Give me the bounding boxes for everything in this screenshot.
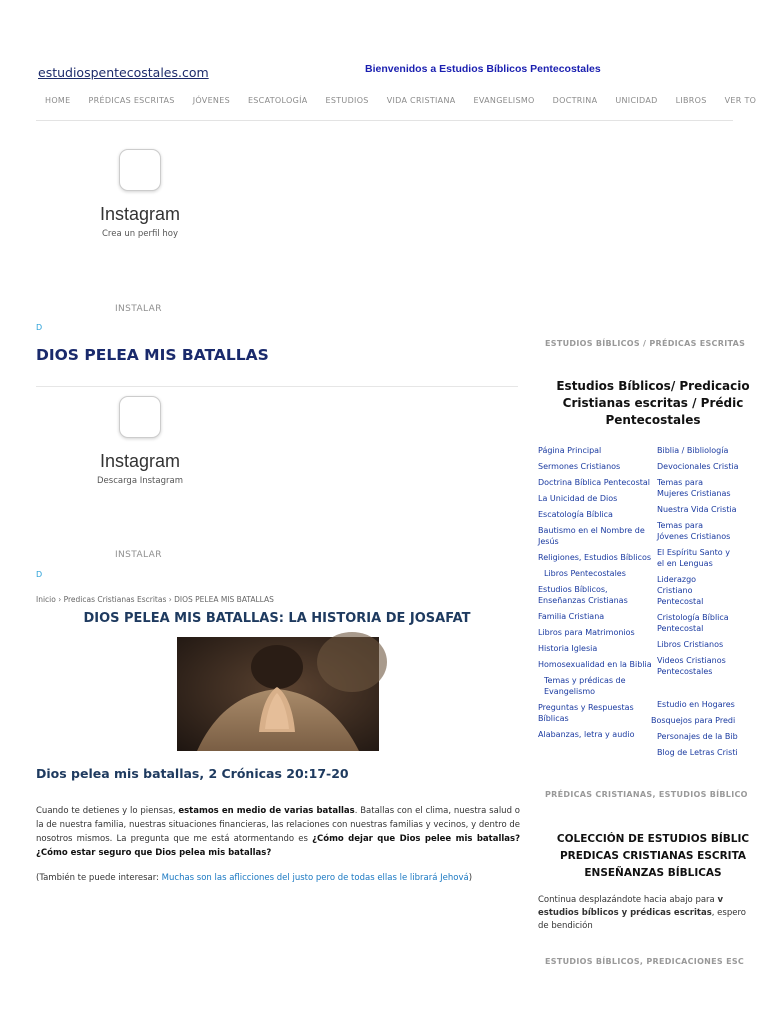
nav-item-home[interactable]: HOME [45, 96, 71, 105]
sidebar-link[interactable]: Nuestra Vida Cristia [657, 505, 737, 514]
divider [36, 386, 518, 387]
app-icon [119, 149, 161, 191]
instagram-ad-2[interactable] [80, 396, 200, 486]
sidebar-link[interactable]: Libros para Matrimonios [538, 628, 635, 637]
collection-description: Continua desplazándote hacia abajo para v estudios bíblicos y prédicas escritas, espero de bendición [538, 895, 746, 931]
adchoices-icon[interactable]: D [36, 570, 43, 579]
sidebar-link[interactable]: Sermones Cristianos [538, 462, 621, 471]
sidebar-link[interactable]: Doctrina Bíblica Pentecostal [538, 478, 651, 487]
sidebar-link[interactable]: Religiones, Estudios Bíblicos [538, 553, 652, 562]
instagram-ad-1[interactable] [80, 149, 200, 239]
sidebar-widget-title: Estudios Bíblicos/ Predicacio Cristianas escritas / Prédic Pentecostales [556, 379, 750, 427]
sidebar-link[interactable]: Preguntas y Respuestas Bíblicas [538, 703, 634, 723]
article-paragraph: Cuando te detienes y lo piensas, estamos en medio de varias batallas. Batallas con el clima, nuestra salud o la de nuestra familia, nuestras situaciones financieras, las relaciones con nuestras familias y vecinos, y dentro de nosotros mismos. La pregunta que me está atormentando es ¿Cómo dejar que Dios pelee mis batallas? ¿Cómo estar seguro que Dios pelea mis batallas? [36, 806, 521, 858]
article-subheading: Dios pelea mis batallas, 2 Crónicas 20:17-20 [36, 766, 349, 781]
sidebar-link[interactable]: Temas y prédicas de Evangelismo [544, 676, 626, 696]
sidebar-link[interactable]: El Espíritu Santo y el en Lenguas [657, 548, 730, 568]
sidebar-link[interactable]: Estudios Bíblicos, Enseñanzas Cristianas [538, 585, 628, 605]
sidebar-link[interactable]: Personajes de la Bib [657, 732, 738, 741]
sidebar-links-col-2 [651, 445, 739, 763]
sidebar-link[interactable]: Alabanzas, letra y audio [538, 730, 635, 739]
app-icon [119, 396, 161, 438]
sidebar-heading-1: ESTUDIOS BÍBLICOS / PRÉDICAS ESCRITAS [545, 339, 746, 348]
sidebar-links-col-1 [538, 445, 652, 745]
sidebar-link[interactable]: Liderazgo Cristiano Pentecostal [657, 575, 704, 606]
article-heading: DIOS PELEA MIS BATALLAS: LA HISTORIA DE JOSAFAT [83, 611, 471, 626]
breadcrumb[interactable]: Inicio › Predicas Cristianas Escritas › DIOS PELEA MIS BATALLAS [36, 595, 274, 604]
adchoices-icon[interactable]: D [36, 323, 43, 332]
nav-item-predicas[interactable]: PRÉDICAS ESCRITAS [88, 96, 175, 105]
sidebar-link[interactable]: Cristología Bíblica Pentecostal [657, 613, 729, 633]
ad-subtitle: Descarga Instagram [97, 476, 183, 486]
sidebar-link[interactable]: Escatología Bíblica [538, 510, 613, 519]
collection-title: COLECCIÓN DE ESTUDIOS BÍBLIC PREDICAS CRISTIANAS ESCRITA ENSEÑANZAS BÍBLICAS [556, 833, 750, 879]
sidebar-link[interactable]: Familia Cristiana [538, 612, 605, 621]
sidebar-link[interactable]: Libros Cristianos [657, 640, 724, 649]
sidebar-link[interactable]: Videos Cristianos Pentecostales [657, 656, 726, 676]
sidebar-link[interactable]: Bosquejos para Predi [651, 716, 736, 725]
site-logo-link[interactable]: estudiospentecostales.com [38, 65, 209, 80]
ad-app-name: Instagram [99, 204, 181, 224]
sidebar-heading-2: PRÉDICAS CRISTIANAS, ESTUDIOS BÍBLICO [545, 790, 748, 799]
sidebar-link[interactable]: Biblia / Bibliología [657, 446, 729, 455]
nav-item-escatologia[interactable]: ESCATOLOGÍA [247, 96, 308, 105]
ad-install-button[interactable]: INSTALAR [115, 304, 162, 314]
post-title: DIOS PELEA MIS BATALLAS [36, 346, 269, 364]
nav-item-ver-todo[interactable]: VER TO [724, 96, 757, 105]
nav-item-estudios[interactable]: ESTUDIOS [325, 96, 369, 105]
welcome-banner: Bienvenidos a Estudios Bíblicos Pentecostales [365, 63, 601, 75]
praying-hands-image [177, 637, 379, 751]
sidebar-link[interactable]: Bautismo en el Nombre de Jesús [538, 526, 645, 546]
sidebar-link[interactable]: Libros Pentecostales [544, 569, 626, 578]
sidebar-link[interactable]: Homosexualidad en la Biblia [538, 660, 652, 669]
nav-item-evangelismo[interactable]: EVANGELISMO [473, 96, 535, 105]
sidebar-link[interactable]: Estudio en Hogares [657, 700, 735, 709]
nav-item-jovenes[interactable]: JÓVENES [192, 96, 230, 105]
sidebar-link[interactable]: Temas para Jóvenes Cristianos [657, 521, 731, 541]
nav-item-doctrina[interactable]: DOCTRINA [552, 96, 598, 105]
ad-subtitle: Crea un perfil hoy [101, 229, 178, 239]
sidebar-link[interactable]: Temas para Mujeres Cristianas [657, 478, 731, 498]
sidebar-link[interactable]: Historia Iglesia [538, 644, 598, 653]
nav-item-unicidad[interactable]: UNICIDAD [615, 96, 658, 105]
nav-item-libros[interactable]: LIBROS [675, 96, 707, 105]
nav-item-vida-cristiana[interactable]: VIDA CRISTIANA [386, 96, 456, 105]
ad-app-name: Instagram [99, 451, 181, 471]
sidebar-heading-3: ESTUDIOS BÍBLICOS, PREDICACIONES ESC [545, 957, 745, 966]
sidebar-link[interactable]: Blog de Letras Cristi [657, 748, 738, 757]
main-nav [36, 88, 757, 121]
related-link-line: (También te puede interesar: Muchas son las aflicciones del justo pero de todas ellas le librará Jehová) [36, 873, 473, 883]
related-article-link[interactable]: Muchas son las aflicciones del justo pero de todas ellas le librará Jehová [161, 873, 469, 883]
sidebar-link[interactable]: La Unicidad de Dios [538, 494, 618, 503]
sidebar-link[interactable]: Devocionales Cristia [657, 462, 739, 471]
ad-install-button[interactable]: INSTALAR [115, 550, 162, 560]
sidebar-link[interactable]: Página Principal [538, 446, 602, 455]
